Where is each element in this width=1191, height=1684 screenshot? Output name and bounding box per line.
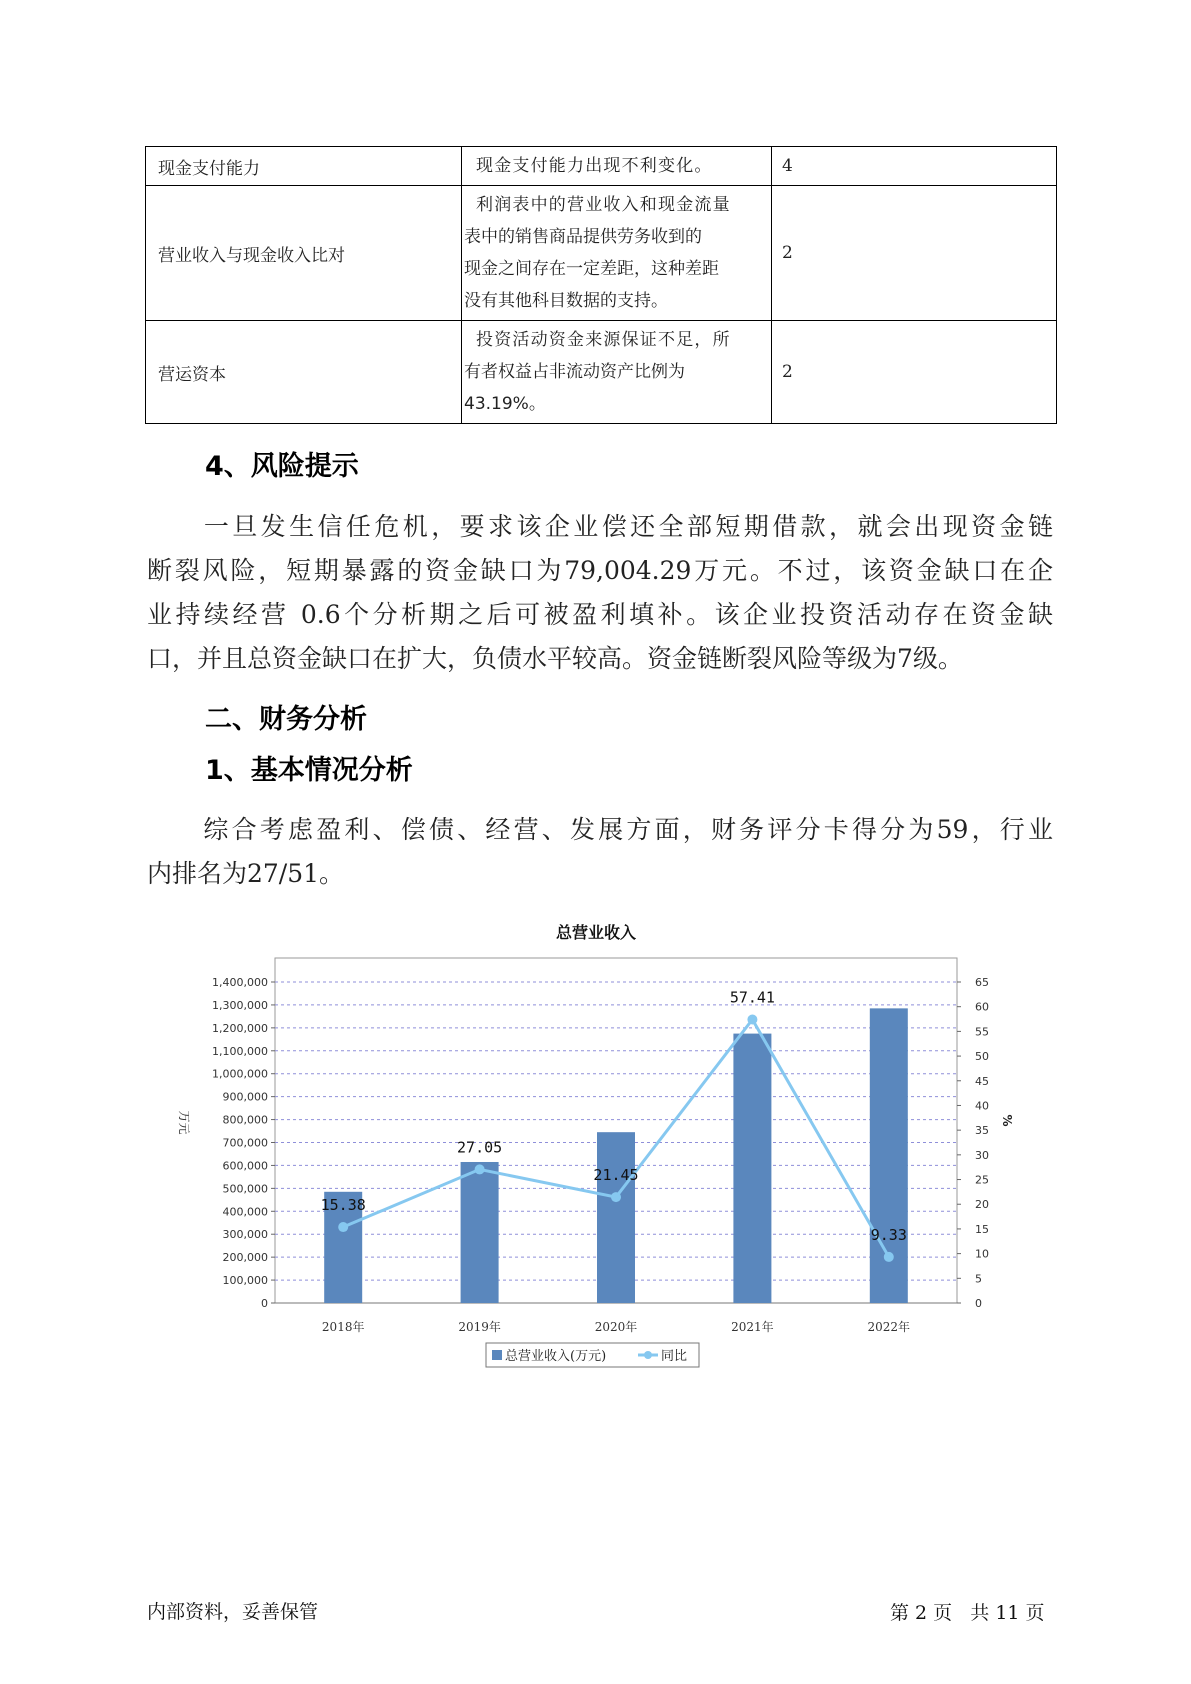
legend-label-yoy: 同比 [661, 1349, 688, 1364]
section-heading-finance: 二、财务分析 [205, 704, 367, 735]
y-tick-label: 0 [261, 1297, 268, 1310]
y2-tick-label: 50 [975, 1050, 989, 1064]
yoy-data-label: 15.38 [320, 1196, 366, 1215]
y2-tick-label: 25 [975, 1173, 989, 1187]
yoy-data-label: 27.05 [457, 1138, 503, 1157]
section-heading-basic: 1、基本情况分析 [205, 755, 413, 786]
y-tick-label: 500,000 [222, 1182, 268, 1196]
section-heading-risk: 4、风险提示 [205, 451, 359, 482]
y2-tick-label: 0 [975, 1297, 982, 1310]
y-axis-label: 万元 [177, 1110, 191, 1135]
indicator-description: 利润表中的营业收入和现金流量 表中的销售商品提供劳务收到的 现金之间存在一定差距，这种差距 没有其他科目数据的支持。 [462, 186, 772, 321]
indicator-description: 现金支付能力出现不利变化。 [462, 147, 772, 186]
y2-tick-label: 65 [975, 976, 989, 989]
y2-axis-label: % [1000, 1114, 1014, 1127]
revenue-bar [597, 1132, 635, 1303]
x-tick-label: 2018年 [321, 1320, 365, 1334]
y2-tick-label: 10 [975, 1247, 989, 1261]
y-tick-label: 1,400,000 [212, 976, 268, 989]
yoy-data-label: 9.33 [870, 1225, 907, 1244]
y2-tick-label: 5 [975, 1272, 982, 1286]
y-tick-label: 400,000 [222, 1205, 268, 1219]
indicator-name: 营业收入与现金收入比对 [146, 186, 462, 321]
indicator-score: 2 [772, 186, 1057, 321]
revenue-chart [160, 920, 1040, 1390]
yoy-point [611, 1192, 621, 1202]
y2-tick-label: 30 [975, 1148, 989, 1162]
y-tick-label: 1,200,000 [212, 1021, 268, 1035]
x-tick-label: 2019年 [458, 1320, 501, 1334]
legend-swatch-revenue [492, 1350, 502, 1360]
y-tick-label: 1,000,000 [212, 1067, 268, 1081]
indicator-name: 营运资本 [146, 321, 462, 424]
footer-page-number: 第 2 页 共 11 页 [890, 1602, 1045, 1624]
y-tick-label: 800,000 [222, 1113, 268, 1127]
revenue-bar [461, 1162, 499, 1303]
x-tick-label: 2020年 [594, 1320, 638, 1334]
basic-paragraph: 综合考虑盈利、偿债、经营、发展方面，财务评分卡得分为59，行业 内排名为27/51。 [147, 815, 1053, 888]
risk-paragraph: 一旦发生信任危机，要求该企业偿还全部短期借款，就会出现资金链 断裂风险，短期暴露的资金缺口为79,004.29万元。不过，该资金缺口在企 业持续经营 0.6个分析期之后可被盈利填补。该企业投资活动存在资金缺 口，并且总资金缺口在扩大，负债水平较高。资金链断裂风险等级为7级。 [147, 512, 1053, 673]
y-tick-label: 100,000 [222, 1274, 268, 1288]
y-tick-label: 300,000 [222, 1228, 268, 1242]
yoy-point [475, 1164, 485, 1174]
legend-marker-yoy [644, 1351, 652, 1359]
indicator-score: 4 [772, 147, 1057, 186]
table-row [146, 321, 1057, 424]
y-tick-label: 200,000 [222, 1251, 268, 1265]
indicator-score: 2 [772, 321, 1057, 424]
y2-tick-label: 60 [975, 1000, 989, 1014]
y-tick-label: 1,300,000 [212, 998, 268, 1012]
y2-tick-label: 55 [975, 1025, 989, 1039]
y-tick-label: 600,000 [222, 1159, 268, 1173]
x-tick-label: 2021年 [731, 1320, 774, 1334]
y-tick-label: 700,000 [222, 1136, 268, 1150]
yoy-point [338, 1222, 348, 1232]
x-tick-label: 2022年 [867, 1320, 911, 1334]
yoy-point [747, 1014, 757, 1024]
yoy-point [884, 1252, 894, 1262]
indicator-name: 现金支付能力 [146, 147, 462, 186]
risk-indicator-table [145, 146, 1057, 424]
chart-title: 总营业收入 [555, 923, 637, 942]
revenue-bar [733, 1034, 771, 1303]
table-row [146, 147, 1057, 186]
y2-tick-label: 35 [975, 1124, 989, 1138]
y2-tick-label: 45 [975, 1074, 989, 1088]
y2-tick-label: 40 [975, 1099, 989, 1113]
yoy-data-label: 21.45 [593, 1166, 639, 1185]
footer-confidential: 内部资料，妥善保管 [147, 1601, 319, 1623]
y-tick-label: 900,000 [222, 1090, 268, 1104]
y2-tick-label: 20 [975, 1198, 989, 1212]
indicator-description: 投资活动资金来源保证不足，所 有者权益占非流动资产比例为 43.19%。 [462, 321, 772, 424]
legend-label-revenue: 总营业收入(万元) [505, 1349, 607, 1364]
table-row [146, 186, 1057, 321]
y-tick-label: 1,100,000 [212, 1044, 268, 1058]
y2-tick-label: 15 [975, 1222, 989, 1236]
yoy-data-label: 57.41 [729, 988, 775, 1007]
